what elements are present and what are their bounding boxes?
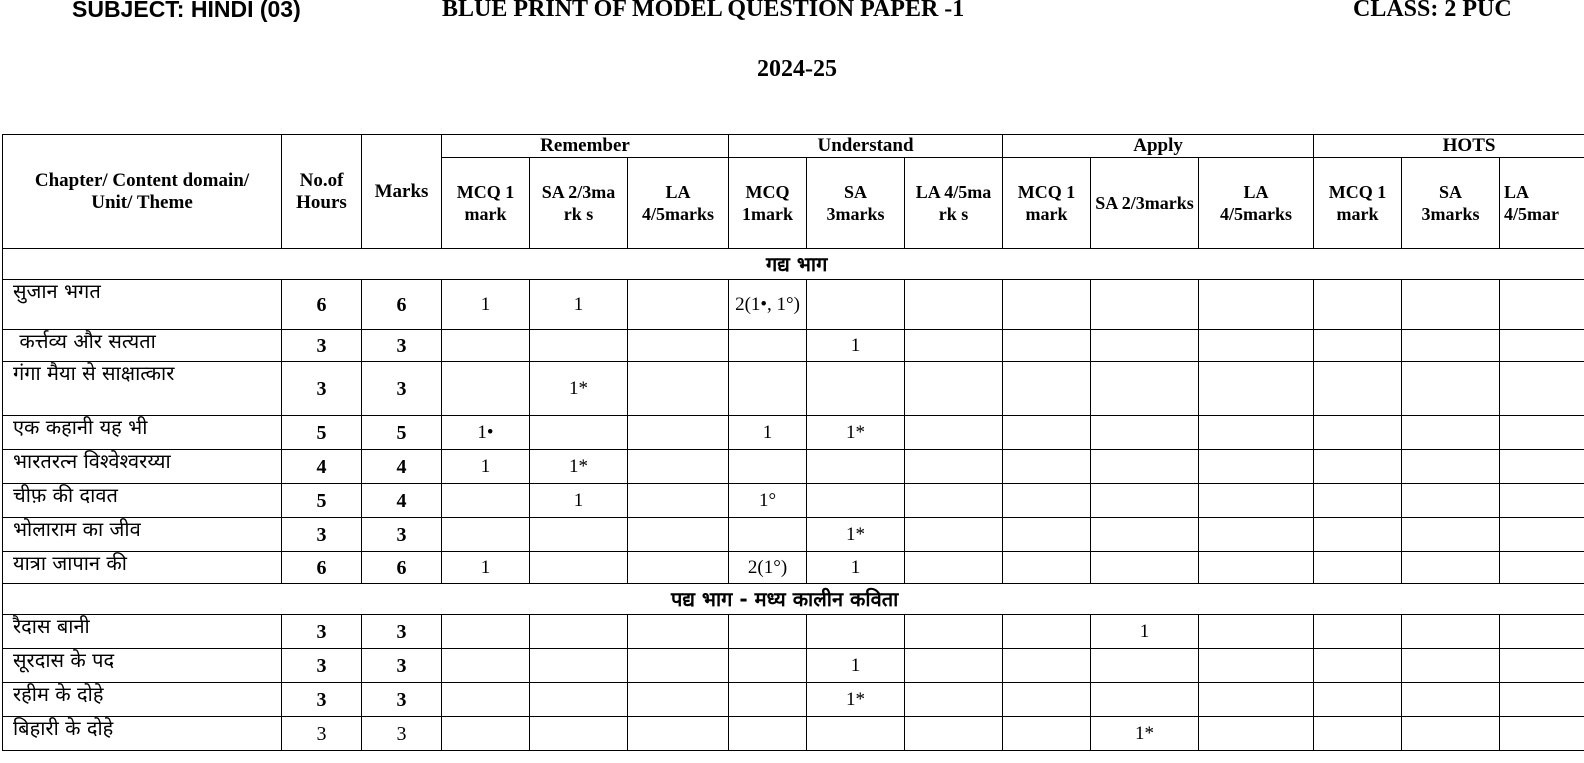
class-heading: CLASS: 2 PUC [1353,0,1512,22]
distribution-cell [807,450,905,484]
chapter-cell: यात्रा जापान की [3,552,282,584]
hours-cell: 5 [282,484,362,518]
hours-cell: 3 [282,683,362,717]
marks-cell: 3 [362,518,442,552]
hours-cell: 5 [282,416,362,450]
distribution-cell [530,416,628,450]
distribution-cell [1091,362,1199,416]
distribution-cell [1402,416,1500,450]
distribution-cell [1003,280,1091,330]
distribution-cell [1500,717,1584,751]
distribution-cell [1500,484,1584,518]
distribution-cell: 1* [807,518,905,552]
distribution-cell [1199,362,1314,416]
distribution-cell [1500,362,1584,416]
distribution-cell [1003,552,1091,584]
distribution-cell [905,717,1003,751]
marks-cell: 3 [362,683,442,717]
subheader-remember-sa: SA 2/3mark s [530,158,628,249]
distribution-cell [1003,649,1091,683]
distribution-cell [628,280,729,330]
table-row [3,330,1584,362]
chapter-cell: सुजान भगत [3,280,282,330]
subheader-understand-sa: SA 3marks [807,158,905,249]
distribution-cell: 2(1•, 1°) [729,280,807,330]
distribution-cell [1199,518,1314,552]
chapter-cell: कर्त्तव्य और सत्यता [3,330,282,362]
hours-cell: 3 [282,615,362,649]
hours-cell: 3 [282,330,362,362]
distribution-cell [1314,450,1402,484]
distribution-cell [1402,484,1500,518]
distribution-cell [729,683,807,717]
distribution-cell [442,518,530,552]
academic-year: 2024-25 [757,56,837,82]
distribution-cell: 1* [530,450,628,484]
distribution-cell [729,518,807,552]
distribution-cell [807,362,905,416]
subheader-remember-mcq: MCQ 1 mark [442,158,530,249]
distribution-cell [442,330,530,362]
distribution-cell: 1 [1091,615,1199,649]
hours-cell: 6 [282,552,362,584]
column-header-marks: Marks [362,135,442,249]
distribution-cell [1314,615,1402,649]
table-row [3,416,1584,450]
distribution-cell [1003,615,1091,649]
distribution-cell [1500,552,1584,584]
distribution-cell [1500,649,1584,683]
distribution-cell [729,330,807,362]
distribution-cell [729,450,807,484]
table-row [3,484,1584,518]
distribution-cell [1500,280,1584,330]
distribution-cell [628,518,729,552]
subheader-apply-mcq: MCQ 1 mark [1003,158,1091,249]
distribution-cell [1091,552,1199,584]
distribution-cell [628,552,729,584]
chapter-cell: रहीम के दोहे [3,683,282,717]
subheader-apply-la: LA 4/5marks [1199,158,1314,249]
distribution-cell [1402,717,1500,751]
column-header-hours: No.of Hours [282,135,362,249]
hours-cell: 6 [282,280,362,330]
subheader-hots-sa: SA 3marks [1402,158,1500,249]
distribution-cell: 1 [807,330,905,362]
distribution-cell [729,615,807,649]
table-row [3,552,1584,584]
distribution-cell [1500,450,1584,484]
distribution-cell [1003,717,1091,751]
distribution-cell [442,649,530,683]
distribution-cell [1500,683,1584,717]
distribution-cell [729,717,807,751]
distribution-cell: 1 [530,484,628,518]
document-title: BLUE PRINT OF MODEL QUESTION PAPER -1 [442,0,965,22]
distribution-cell [530,683,628,717]
distribution-cell: 2(1°) [729,552,807,584]
distribution-cell [905,615,1003,649]
distribution-cell [628,649,729,683]
distribution-cell [1500,615,1584,649]
distribution-cell [1402,649,1500,683]
distribution-cell [530,518,628,552]
distribution-cell [905,450,1003,484]
hours-cell: 3 [282,649,362,683]
distribution-cell [905,683,1003,717]
distribution-cell [1314,416,1402,450]
section-title: पद्य भाग - मध्य कालीन कविता [3,584,1584,615]
distribution-cell [905,280,1003,330]
chapter-cell: रैदास बानी [3,615,282,649]
distribution-cell [1199,649,1314,683]
distribution-cell [729,362,807,416]
distribution-cell [1402,683,1500,717]
group-header-understand: Understand [729,135,1003,158]
column-header-chapter: Chapter/ Content domain/ Unit/ Theme [3,135,282,249]
distribution-cell: 1 [442,552,530,584]
section-title: गद्य भाग [3,249,1584,280]
distribution-cell [1199,280,1314,330]
section-row [3,249,1584,280]
distribution-cell [442,362,530,416]
header-group-row [3,135,1584,158]
subheader-hots-mcq: MCQ 1 mark [1314,158,1402,249]
distribution-cell [1003,330,1091,362]
table-row [3,683,1584,717]
distribution-cell [442,717,530,751]
distribution-cell [1314,484,1402,518]
distribution-cell [1003,416,1091,450]
distribution-cell: 1* [1091,717,1199,751]
distribution-cell [1402,518,1500,552]
distribution-cell [1402,552,1500,584]
distribution-cell [1402,330,1500,362]
distribution-cell: 1 [729,416,807,450]
marks-cell: 4 [362,450,442,484]
distribution-cell [530,330,628,362]
table-row [3,362,1584,416]
marks-cell: 3 [362,615,442,649]
subheader-remember-la: LA 4/5marks [628,158,729,249]
distribution-cell [1314,362,1402,416]
distribution-cell [1314,683,1402,717]
distribution-cell [1199,615,1314,649]
distribution-cell: 1* [530,362,628,416]
distribution-cell [1314,717,1402,751]
marks-cell: 3 [362,362,442,416]
section-row [3,584,1584,615]
subheader-understand-la: LA 4/5mark s [905,158,1003,249]
distribution-cell [905,330,1003,362]
distribution-cell [1091,484,1199,518]
distribution-cell: 1 [807,649,905,683]
table-row [3,717,1584,751]
distribution-cell [1199,683,1314,717]
distribution-cell [530,649,628,683]
distribution-cell [1402,280,1500,330]
distribution-cell: 1 [807,552,905,584]
distribution-cell [1003,450,1091,484]
distribution-cell: 1* [807,683,905,717]
distribution-cell [1500,330,1584,362]
distribution-cell [628,362,729,416]
blueprint-table [2,134,1584,751]
subject-heading: SUBJECT: HINDI (03) [72,0,301,22]
distribution-cell [628,717,729,751]
chapter-cell: गंगा मैया से साक्षात्कार [3,362,282,416]
distribution-cell [628,615,729,649]
distribution-cell [1314,280,1402,330]
distribution-cell [442,683,530,717]
blueprint-table-container [2,134,1584,763]
group-header-hots: HOTS [1314,135,1584,158]
distribution-cell [729,649,807,683]
marks-cell: 6 [362,280,442,330]
chapter-cell: भारतरत्न विश्वेश्वरय्या [3,450,282,484]
distribution-cell [1199,484,1314,518]
distribution-cell: 1• [442,416,530,450]
distribution-cell [905,518,1003,552]
distribution-cell [807,280,905,330]
distribution-cell: 1 [442,280,530,330]
distribution-cell [628,450,729,484]
distribution-cell [1402,362,1500,416]
distribution-cell [1314,330,1402,362]
distribution-cell [1314,518,1402,552]
distribution-cell [442,615,530,649]
table-row [3,280,1584,330]
marks-cell: 5 [362,416,442,450]
marks-cell: 3 [362,330,442,362]
distribution-cell [1402,450,1500,484]
distribution-cell [628,683,729,717]
distribution-cell [905,484,1003,518]
group-header-remember: Remember [442,135,729,158]
table-row [3,450,1584,484]
distribution-cell [530,552,628,584]
distribution-cell [1402,615,1500,649]
hours-cell: 3 [282,518,362,552]
table-body [3,249,1584,751]
distribution-cell [1003,683,1091,717]
hours-cell: 3 [282,717,362,751]
subheader-hots-la: LA 4/5mar [1500,158,1584,249]
distribution-cell [905,649,1003,683]
distribution-cell [1199,450,1314,484]
distribution-cell [530,717,628,751]
table-row [3,615,1584,649]
distribution-cell [1091,330,1199,362]
distribution-cell [1003,484,1091,518]
distribution-cell [442,484,530,518]
distribution-cell [1199,717,1314,751]
marks-cell: 4 [362,484,442,518]
table-row [3,518,1584,552]
marks-cell: 3 [362,649,442,683]
distribution-cell [628,484,729,518]
chapter-cell: बिहारी के दोहे [3,717,282,751]
distribution-cell [1091,683,1199,717]
distribution-cell: 1 [530,280,628,330]
table-row [3,649,1584,683]
subheader-understand-mcq: MCQ 1mark [729,158,807,249]
distribution-cell [1091,280,1199,330]
distribution-cell [1091,416,1199,450]
distribution-cell: 1° [729,484,807,518]
distribution-cell: 1 [442,450,530,484]
distribution-cell [1500,518,1584,552]
distribution-cell [530,615,628,649]
distribution-cell [1091,518,1199,552]
distribution-cell [1500,416,1584,450]
hours-cell: 3 [282,362,362,416]
distribution-cell [1003,362,1091,416]
chapter-cell: सूरदास के पद [3,649,282,683]
distribution-cell [905,362,1003,416]
subheader-apply-sa: SA 2/3marks [1091,158,1199,249]
marks-cell: 6 [362,552,442,584]
distribution-cell [1003,518,1091,552]
distribution-cell [905,552,1003,584]
distribution-cell [1199,416,1314,450]
distribution-cell [628,416,729,450]
distribution-cell [1199,330,1314,362]
distribution-cell [628,330,729,362]
distribution-cell [1199,552,1314,584]
chapter-cell: एक कहानी यह भी [3,416,282,450]
distribution-cell: 1* [807,416,905,450]
distribution-cell [1091,649,1199,683]
distribution-cell [1314,649,1402,683]
distribution-cell [905,416,1003,450]
chapter-cell: चीफ़ की दावत [3,484,282,518]
distribution-cell [1314,552,1402,584]
distribution-cell [1091,450,1199,484]
marks-cell: 3 [362,717,442,751]
distribution-cell [807,615,905,649]
distribution-cell [807,717,905,751]
group-header-apply: Apply [1003,135,1314,158]
hours-cell: 4 [282,450,362,484]
distribution-cell [807,484,905,518]
chapter-cell: भोलाराम का जीव [3,518,282,552]
